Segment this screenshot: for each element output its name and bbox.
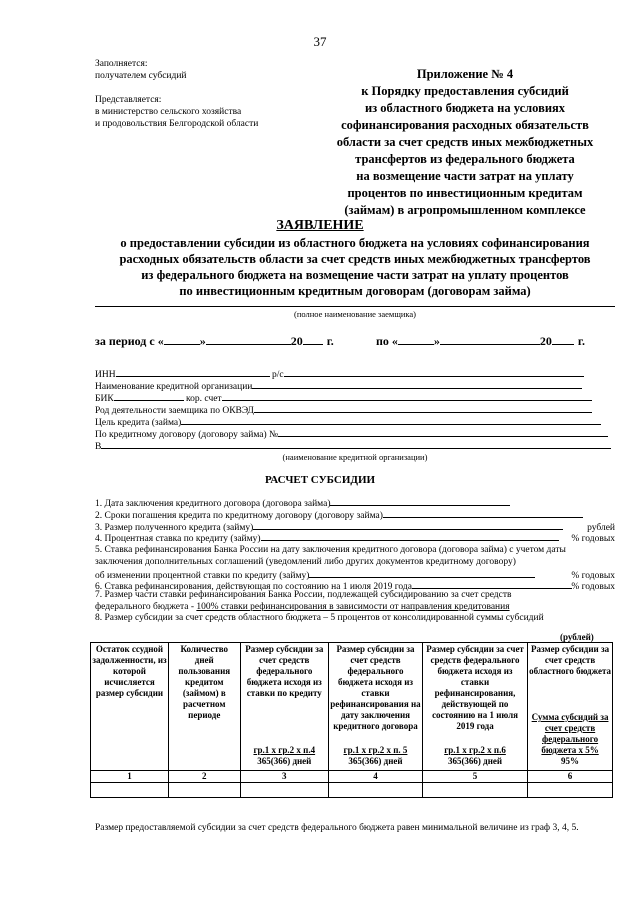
period-to-label: по « (376, 334, 398, 348)
col-3-formula: гр.1 х гр.2 х п.4 (253, 745, 316, 755)
calc-item-4-unit: % годовых (571, 534, 615, 544)
corr-label: кор. счет (186, 394, 222, 404)
activity-row (95, 404, 592, 416)
statement-title: ЗАЯВЛЕНИЕ (276, 218, 364, 233)
table-header-cell (528, 643, 613, 771)
col-5-head: Размер субсидии за счет средств федерального бюджета исходя из ставки рефинансирования, действующей по состоянию на 1 июля 2019 года (426, 644, 524, 731)
period-to-month-field[interactable] (440, 334, 540, 345)
appendix-line: Приложение № 4 (416, 67, 514, 81)
table-cell[interactable] (329, 783, 423, 798)
corr-field[interactable] (222, 392, 592, 401)
calc-item-7-underlined: 100% ставки рефинансирования в зависимости от направления кредитования (196, 601, 510, 612)
calc-item-3-label: 3. Размер полученного кредита (займу) (95, 523, 254, 533)
appendix-line: к Порядку предоставления субсидий (361, 84, 569, 98)
purpose-row (95, 416, 601, 428)
table-cell[interactable] (240, 783, 328, 798)
col-5-formula: гр.1 х гр.2 х п.6 (444, 745, 506, 755)
table-header-cell (168, 643, 240, 771)
subtitle-line: расходных обязательств области за счет средств иных межбюджетных трансфертов (119, 252, 591, 266)
col-4-formula: гр.1 х гр.2 х п. 5 (343, 745, 408, 755)
calc-item-1-field[interactable] (330, 496, 510, 506)
fill-info (95, 58, 295, 130)
fill-info-line: Представляется: (95, 95, 162, 105)
bik-field[interactable] (114, 392, 184, 401)
period-from (95, 334, 334, 349)
col-5-base: 365(366) дней (447, 756, 503, 766)
calc-title: РАСЧЕТ СУБСИДИИ (264, 474, 376, 486)
calc-item-6-unit: % годовых (571, 582, 615, 592)
calc-item-8-label: 8. Размер субсидии за счет средств областного бюджета – 5 процентов от консолидированной суммы субсидий (95, 613, 544, 623)
fill-info-line: Заполняется: (95, 59, 148, 69)
subtitle-line: из федерального бюджета на возмещение части затрат на уплату процентов (141, 268, 569, 282)
col-2-num: 2 (168, 771, 240, 783)
col-6-base: 95% (561, 756, 580, 766)
calc-item-4-label: 4. Процентная ставка по кредиту (займу) (95, 534, 261, 544)
period-to-year-prefix: 20 (539, 334, 552, 348)
calc-item-5-line3: об изменении процентной ставки по кредиту (займу) (95, 571, 310, 581)
col-1-num: 1 (91, 771, 169, 783)
bik-row (95, 392, 592, 404)
col-5-num: 5 (422, 771, 527, 783)
contract-row (95, 428, 608, 440)
period-from-month-field[interactable] (206, 334, 291, 345)
col-4-num: 4 (329, 771, 423, 783)
subsidy-calc-table (90, 642, 613, 798)
calc-item-5-field[interactable] (309, 568, 535, 578)
appendix-line: из областного бюджета на условиях (364, 101, 566, 115)
calc-item-5-line2: заключения дополнительных соглашений (уведомлений либо других документов кредитному договору) (95, 556, 516, 567)
activity-field[interactable] (254, 404, 592, 413)
purpose-label: Цель кредита (займа) (95, 418, 182, 428)
rs-field[interactable] (284, 368, 584, 377)
period-to-close-quote: » (433, 334, 440, 348)
col-1-head: Остаток ссудной задолженности, из которой исчисляется размер субсидии (92, 644, 167, 698)
period-close-quote: » (199, 334, 206, 348)
bank-in-label: В (95, 442, 102, 452)
calc-item-7-line1: 7. Размер части ставки рефинансирования Банка России, подлежащей субсидированию за счет средств (95, 590, 512, 600)
contract-label: По кредитному договору (договору займа) № (95, 430, 279, 440)
table-header-cell (240, 643, 328, 771)
calc-item-6-label: 6. Ставка рефинансирования, действующая по состоянию на 1 июля 2019 года (95, 582, 412, 592)
appendix-header (320, 66, 610, 219)
page-number: 37 (313, 34, 327, 49)
calc-item-7 (95, 590, 615, 613)
col-6-num: 6 (528, 771, 613, 783)
col-3-head: Размер субсидии за счет средств федерального бюджета исходя из ставки по кредиту (245, 644, 324, 698)
appendix-line: области за счет средств иных межбюджетных (336, 135, 594, 149)
table-row (91, 783, 613, 798)
period-year-suffix: г. (326, 334, 334, 348)
table-cell[interactable] (91, 783, 169, 798)
calc-item-1-label: 1. Дата заключения кредитного договора (договора займа) (95, 499, 331, 509)
appendix-line: на возмещение части затрат на уплату (356, 169, 574, 183)
period-to-year-suffix: г. (577, 334, 586, 348)
bank-caption: (наименование кредитной организации) (282, 452, 428, 462)
table-header-cell (329, 643, 423, 771)
period-to-year-field[interactable] (552, 334, 574, 345)
calc-item-3-field[interactable] (253, 520, 563, 530)
calc-item-4 (95, 531, 615, 546)
col-2-head: Количество дней пользования кредитом (займом) в расчетном периоде (178, 644, 231, 720)
borrower-name-caption: (полное наименование заемщика) (293, 309, 417, 319)
period-year-prefix: 20 (290, 334, 303, 348)
table-cell[interactable] (422, 783, 527, 798)
appendix-line: процентов по инвестиционным кредитам (347, 186, 583, 200)
subtitle-line: о предоставлении субсидии из областного бюджета на условиях софинансирования (120, 236, 590, 250)
bank-in-field[interactable] (101, 440, 611, 449)
inn-label: ИНН (95, 370, 116, 380)
col-3-num: 3 (240, 771, 328, 783)
calc-item-5-line1: 5. Ставка рефинансирования Банка России на дату заключения кредитного договора (договора займа) с учетом даты (95, 545, 566, 555)
appendix-line: (займам) в агропромышленном комплексе (344, 203, 586, 217)
appendix-line: трансфертов из федерального бюджета (355, 152, 575, 166)
col-3-base: 365(366) дней (257, 756, 312, 766)
statement-subtitle (70, 235, 640, 299)
col-4-head: Размер субсидии за счет средств федерального бюджета исходя из ставки рефинансирования на дату заключения кредитного договора (330, 644, 421, 731)
table-cell[interactable] (528, 783, 613, 798)
period-to (376, 334, 585, 349)
bank-name-row (95, 380, 582, 392)
contract-field[interactable] (278, 428, 608, 437)
calc-item-5-unit: % годовых (571, 571, 615, 581)
purpose-field[interactable] (181, 416, 601, 425)
inn-field[interactable] (116, 368, 270, 377)
fill-info-line: в министерство сельского хозяйства (95, 107, 242, 117)
table-header-row (91, 643, 613, 771)
table-number-row (91, 771, 613, 783)
period-from-label: за период с « (95, 334, 164, 348)
calc-item-3-unit: рублей (587, 523, 615, 533)
appendix-line: софинансирования расходных обязательств (341, 118, 589, 132)
subtitle-line: по инвестиционным кредитным договорам (договорам займа) (179, 284, 531, 298)
bank-in-row (95, 440, 611, 452)
period-to-day-field[interactable] (398, 334, 434, 345)
rs-label: р/с (271, 370, 284, 380)
fill-info-line: получателем субсидий (95, 71, 187, 81)
bik-label: БИК (95, 394, 114, 404)
fill-info-line: и продовольствия Белгородской области (95, 119, 259, 129)
calc-item-8 (95, 613, 615, 625)
table-cell[interactable] (168, 783, 240, 798)
footer-note: Размер предоставляемой субсидии за счет средств федерального бюджета равен минимальной величине из граф 3, 4, 5. (95, 823, 579, 833)
calc-item-4-field[interactable] (261, 531, 559, 541)
col-4-base: 365(366) дней (348, 756, 403, 766)
col-6-formula: Сумма субсидий за счет средств федерального бюджета х 5% (531, 712, 609, 755)
table-header-cell (422, 643, 527, 771)
calc-item-6-field[interactable] (412, 579, 572, 589)
inn-row (95, 368, 584, 380)
currency-note: (рублей) (560, 632, 594, 642)
period-from-year-field[interactable] (303, 334, 323, 345)
table-header-cell (91, 643, 169, 771)
bank-name-label: Наименование кредитной организации (95, 382, 253, 392)
calc-item-5 (95, 545, 615, 583)
calc-item-2-field[interactable] (383, 508, 583, 518)
bank-name-field[interactable] (252, 380, 582, 389)
period-from-day-field[interactable] (164, 334, 200, 345)
activity-label: Род деятельности заемщика по ОКВЭД (95, 406, 254, 416)
calc-item-2-label: 2. Сроки погашения кредита по кредитному договору (договору займа) (95, 511, 383, 521)
spacer (95, 82, 295, 94)
calc-item-7-prefix: федерального бюджета - (95, 601, 197, 612)
borrower-name-line[interactable] (95, 306, 615, 307)
col-6-head: Размер субсидии за счет средств областного бюджета (529, 644, 611, 676)
